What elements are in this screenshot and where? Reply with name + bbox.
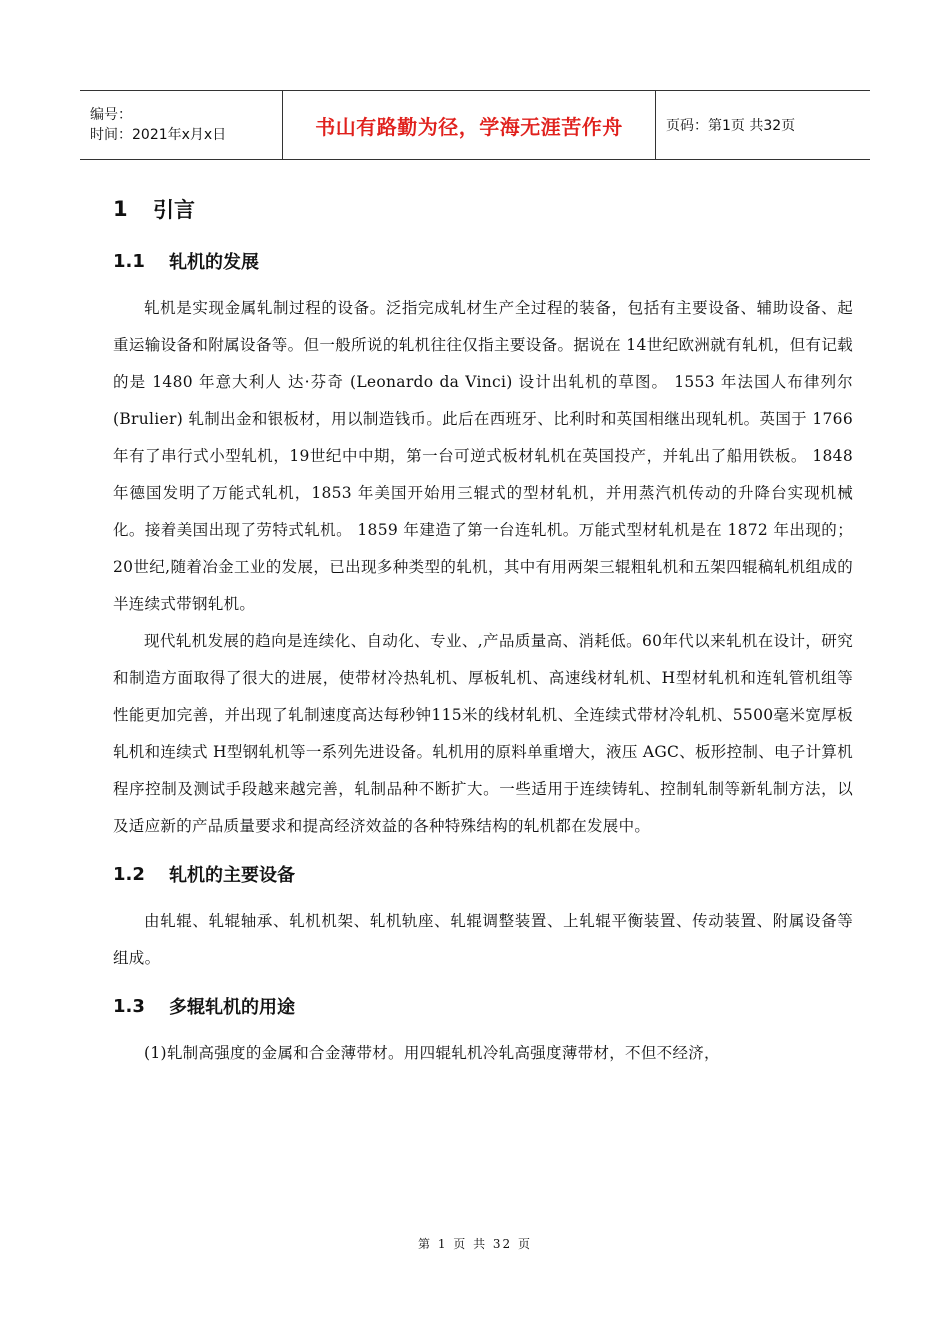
subsection-number: 1.2: [113, 863, 145, 885]
document-time: 时间：2021年x月x日: [90, 127, 227, 143]
paragraph: 由轧辊、轧辊轴承、轧机机架、轧机轨座、轧辊调整装置、上轧辊平衡装置、传动装置、附属设备等组成。: [113, 912, 853, 967]
paragraph: (1)轧制高强度的金属和合金薄带材。用四辊轧机冷轧高强度薄带材，不但不经济，: [144, 1044, 720, 1062]
document-body: [113, 190, 853, 1072]
page-footer: 第 1 页 共 32 页: [418, 1237, 532, 1251]
subsection-title: 多辊轧机的用途: [169, 997, 295, 1018]
header-page-info: 页码：第1页 共32页: [666, 118, 796, 134]
subsection-title: 轧机的发展: [169, 252, 259, 273]
subsection-title: 轧机的主要设备: [169, 865, 295, 886]
subsection-heading-1-2: [113, 855, 853, 893]
paragraph: 轧机是实现金属轧制过程的设备。泛指完成轧材生产全过程的装备，包括有主要设备、辅助设备、起重运输设备和附属设备等。但一般所说的轧机往往仅指主要设备。据说在 14世纪欧洲就有轧机，但有记载的是 1480 年意大利人 达·芬奇 (Leonardo da Vinci) 设计出轧机的草图。 1553 年法国人布律列尔 (Brulier) 轧制出金和银板材，用以制造钱币。此后在西班牙、比利时和英国相继出现轧机。英国于 1766 年有了串行式小型轧机，19世纪中中期，第一台可逆式板材轧机在英国投产，并轧出了船用铁板。 1848 年德国发明了万能式轧机，1853 年美国开始用三辊式的型材轧机，并用蒸汽机传动的升降台实现机械化。接着美国出现了劳特式轧机。 1859 年建造了第一台连轧机。万能式型材轧机是在 1872 年出现的；20世纪,随着冶金工业的发展，已出现多种类型的轧机，其中有用两架三辊粗轧机和五架四辊稿轧机组成的半连续式带钢轧机。: [113, 299, 853, 613]
subsection-heading-1-1: [113, 242, 853, 280]
subsection-number: 1.3: [113, 995, 145, 1017]
header-meta: [80, 91, 282, 159]
section-number: 1: [113, 197, 128, 221]
paragraph: 现代轧机发展的趋向是连续化、自动化、专业、,产品质量高、消耗低。60年代以来轧机在设计，研究和制造方面取得了很大的进展，使带材冷热轧机、厚板轧机、高速线材轧机、H型材轧机和连轧管机组等性能更加完善，并出现了轧制速度高达每秒钟115米的线材轧机、全连续式带材冷轧机、5500毫米宽厚板轧机和连续式 H型钢轧机等一系列先进设备。轧机用的原料单重增大，液压 AGC、板形控制、电子计算机程序控制及测试手段越来越完善，轧制品种不断扩大。一些适用于连续铸轧、控制轧制等新轧制方法，以及适应新的产品质量要求和提高经济效益的各种特殊结构的轧机都在发展中。: [113, 632, 854, 835]
header-table: [80, 90, 870, 160]
subsection-heading-1-3: [113, 987, 853, 1025]
subsection-number: 1.1: [113, 250, 145, 272]
section-title: 引言: [153, 198, 195, 222]
header-motto: 书山有路勤为径，学海无涯苦作舟: [282, 91, 656, 159]
document-number-label: 编号：: [90, 107, 132, 123]
section-heading-1: [113, 190, 853, 228]
